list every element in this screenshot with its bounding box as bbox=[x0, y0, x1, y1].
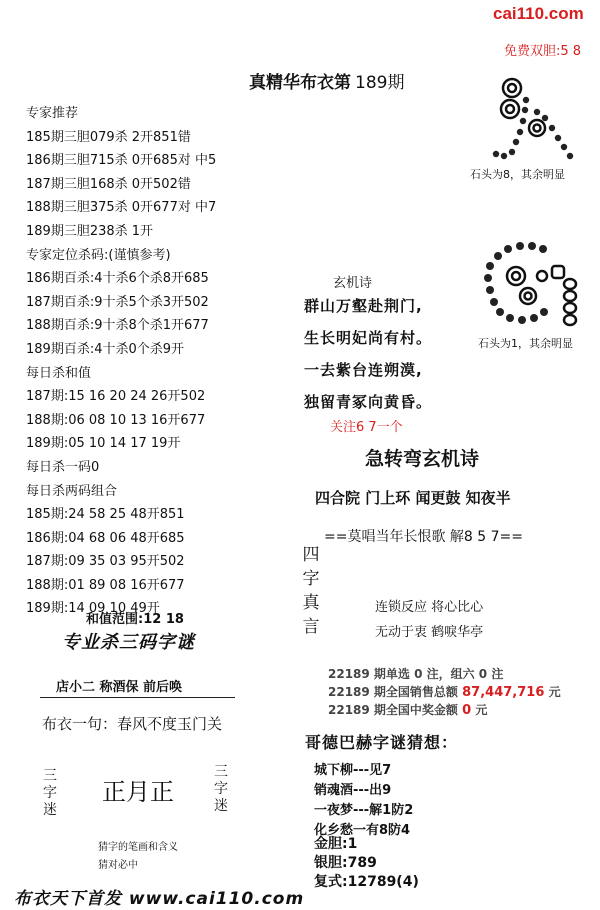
buyi-sentence: 布衣一句：春风不度玉门关 bbox=[42, 715, 223, 733]
list-item: 189期三胆238杀 1开 bbox=[26, 223, 154, 239]
poem-line: 生长明妃尚有村。 bbox=[304, 329, 433, 347]
list-item: 187期三胆168杀 0开502错 bbox=[26, 176, 191, 192]
site-logo: cai110.com bbox=[493, 4, 584, 23]
divider bbox=[40, 697, 235, 698]
poem-block bbox=[304, 290, 454, 418]
sales-unit: 元 bbox=[548, 685, 561, 699]
free-double-text: 免费双胆:5 8 bbox=[504, 44, 582, 59]
list-item: 189期百杀:4十杀0个杀9开 bbox=[26, 341, 185, 357]
list-item: 每日杀一码0 bbox=[26, 459, 100, 475]
prize-value: 0 bbox=[462, 703, 472, 718]
calligraphy-heading: 专业杀三码字谜 bbox=[62, 632, 195, 653]
list-item: 188期百杀:9十杀8个杀1开677 bbox=[26, 318, 209, 334]
list-item: 186期:04 68 06 48开685 bbox=[26, 530, 185, 546]
riddle-hint-2: 猜对必中 bbox=[98, 860, 138, 871]
silver-dan: 银胆:789 bbox=[314, 855, 377, 871]
list-item: 187期:09 35 03 95开502 bbox=[26, 554, 185, 570]
stats-row: 22189 期单选 0 注，组六 0 注 bbox=[328, 667, 504, 681]
riddle-hint: 猜字的笔画和含义 bbox=[98, 842, 178, 853]
list-item: 186期三胆715杀 0开685对 中5 bbox=[26, 153, 217, 169]
list-item: 189期:05 10 14 17 19开 bbox=[26, 436, 181, 452]
list-item: 187期百杀:9十杀5个杀3开502 bbox=[26, 294, 209, 310]
list-item: 188期:06 08 10 13 16开677 bbox=[26, 412, 206, 428]
list-item: 188期三胆375杀 0开677对 中7 bbox=[26, 200, 217, 216]
title-issue: 189期 bbox=[355, 73, 405, 93]
lottery-stats bbox=[328, 665, 561, 719]
stone-picture-1 bbox=[480, 240, 590, 332]
sales-label: 22189 期全国销售总额 bbox=[328, 685, 458, 699]
list-item: 189期:14 09 10 49开 bbox=[26, 601, 160, 617]
stone-picture-8 bbox=[482, 74, 582, 164]
poem-line: 一去紫台连朔漠, bbox=[304, 361, 423, 379]
list-item: 专家定位杀码:(谨慎参考) bbox=[26, 247, 171, 263]
list-item: 186期百杀:4十杀6个杀8开685 bbox=[26, 271, 209, 287]
zhengyuezheng-riddle: 正月正 bbox=[102, 778, 174, 806]
title-text: 真精华布衣第 bbox=[249, 73, 351, 93]
jizhuanwan-title: 急转弯玄机诗 bbox=[365, 448, 480, 470]
poem-line: 群山万壑赴荆门, bbox=[304, 297, 423, 315]
list-item: 188期:01 89 08 16开677 bbox=[26, 577, 185, 593]
prize-unit: 元 bbox=[475, 703, 488, 717]
poem-line: 独留青冢向黄昏。 bbox=[304, 393, 433, 411]
dan-list bbox=[314, 835, 419, 892]
list-item: 一夜梦---解1防2 bbox=[314, 803, 414, 818]
follow-numbers: 关注6 7一个 bbox=[330, 420, 403, 435]
list-item: 187期:15 16 20 24 26开502 bbox=[26, 389, 206, 405]
list-item: 185期三胆079杀 2开851错 bbox=[26, 129, 191, 145]
stone-caption-2: 石头为1，其余明显 bbox=[478, 337, 573, 350]
list-item: 专家推荐 bbox=[26, 106, 79, 121]
wudong-phrase: 无动于衷 鹤唳华亭 bbox=[375, 625, 484, 640]
stats-row bbox=[328, 683, 561, 701]
poem-heading: 玄机诗 bbox=[333, 276, 373, 291]
mochang-riddle: ==莫唱当年长恨歌 解8 5 7== bbox=[324, 529, 523, 545]
list-item: 每日杀两码组合 bbox=[26, 483, 118, 499]
stone-caption-1: 石头为8，其余明显 bbox=[470, 168, 565, 181]
sizi-zhenyan-label: 四字真言 bbox=[302, 545, 320, 637]
prize-label: 22189 期全国中奖金额 bbox=[328, 703, 458, 717]
expert-list bbox=[26, 102, 294, 621]
list-item: 每日杀和值 bbox=[26, 365, 92, 381]
stats-row bbox=[328, 701, 561, 719]
sanzi-right-label: 三字迷 bbox=[214, 764, 228, 814]
list-item: 185期:24 58 25 48开851 bbox=[26, 507, 185, 523]
goldbach-title: 哥德巴赫字谜猜想： bbox=[305, 733, 459, 752]
lianjie-phrase: 连锁反应 将心比心 bbox=[375, 600, 484, 615]
list-item: 化乡愁一有8防4 bbox=[314, 823, 411, 838]
page-title bbox=[249, 68, 404, 93]
hezhi-range: 和值范围:12 18 bbox=[86, 612, 184, 627]
list-item: 城下柳---见7 bbox=[314, 763, 392, 778]
gold-dan: 金胆:1 bbox=[314, 836, 358, 852]
list-item: 销魂酒---出9 bbox=[314, 783, 392, 798]
fushi-combo: 复式:12789(4) bbox=[314, 874, 419, 890]
siheyuan-riddle: 四合院 门上环 闻更鼓 知夜半 bbox=[315, 489, 511, 507]
sanzi-left-label: 三字迷 bbox=[43, 768, 57, 818]
footer-banner: 布衣天下首发 www.cai110.com bbox=[14, 889, 305, 909]
shop-riddle: 店小二 称酒保 前后唤 bbox=[56, 680, 183, 695]
goldbach-list bbox=[314, 761, 413, 841]
sales-value: 87,447,716 bbox=[462, 685, 545, 700]
